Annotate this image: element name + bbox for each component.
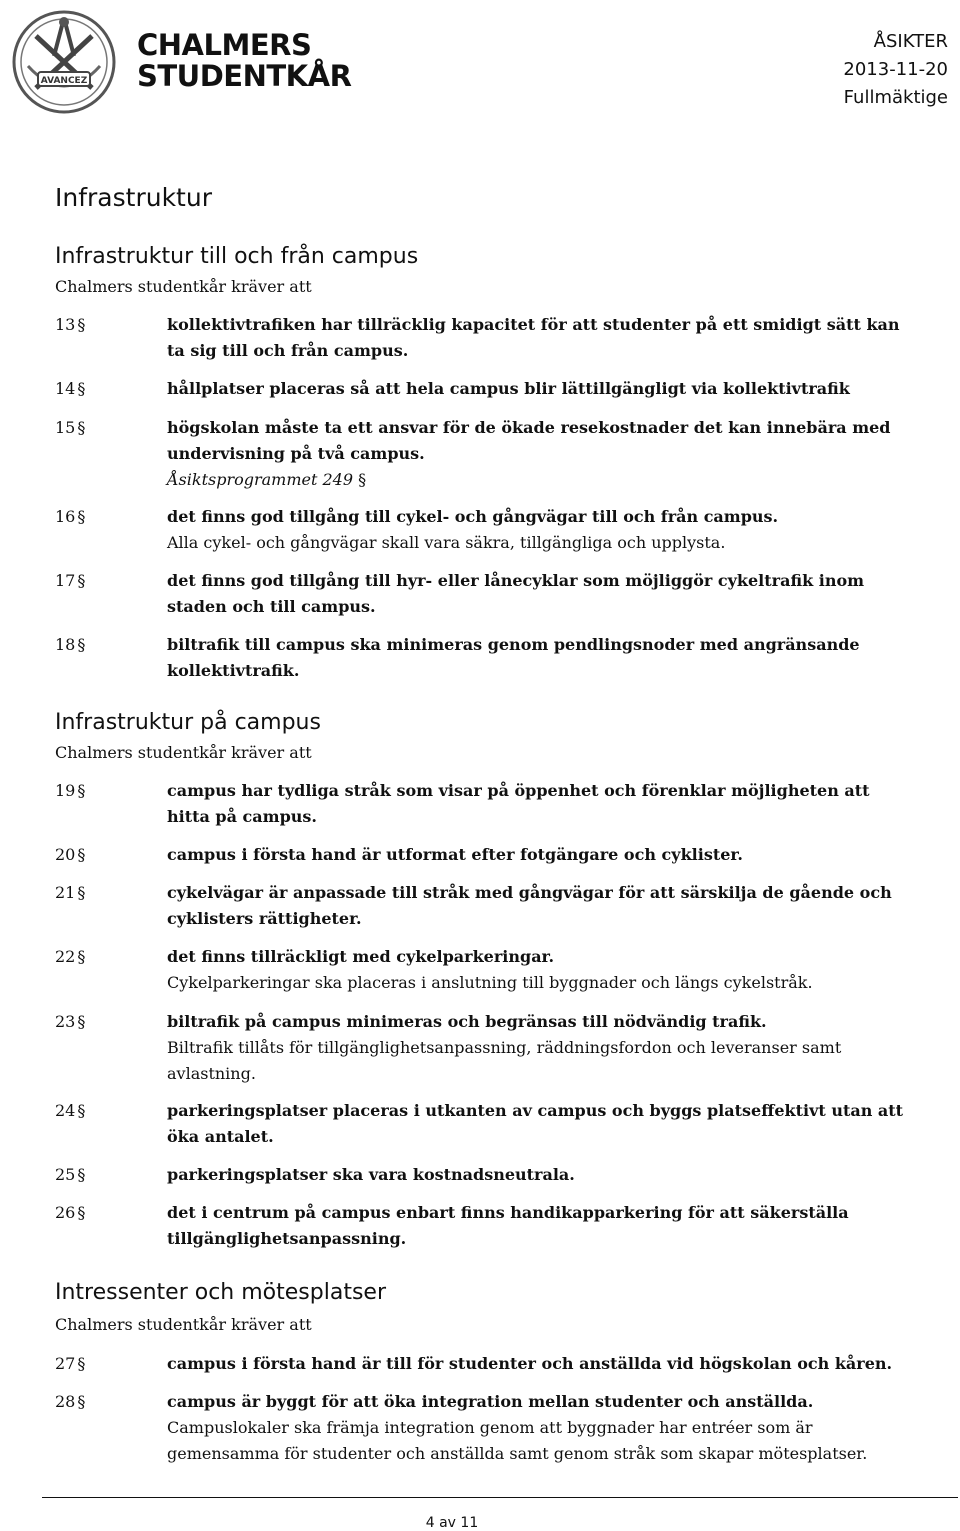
doc-type: ÅSIKTER — [873, 31, 948, 52]
subsection-title: Infrastruktur på campus — [55, 710, 321, 735]
subsection-intro: Chalmers studentkår kräver att — [55, 277, 312, 296]
item-number: 20 § — [55, 845, 86, 864]
item-number: 24 § — [55, 1101, 86, 1120]
emblem-svg — [8, 6, 120, 118]
item-number: 17 § — [55, 571, 86, 590]
item-text-line: parkeringsplatser placeras i utkanten av campus och byggs platseffektivt utan att — [167, 1101, 904, 1120]
item-number: 21 § — [55, 883, 86, 902]
item-text-line: cykelvägar är anpassade till stråk med gångvägar för att särskilja de gående och — [167, 883, 892, 902]
item-text-line: ta sig till och från campus. — [167, 341, 409, 360]
item-subtext-line: Biltrafik tillåts för tillgänglighetsanpassning, räddningsfordon och leveranser samt — [167, 1038, 842, 1057]
item-text-line: campus i första hand är utformat efter fotgängare och cyklister. — [167, 845, 743, 864]
logo-ribbon-text: AVANCEZ — [40, 76, 88, 86]
item-number: 26 § — [55, 1203, 86, 1222]
item-text-line: undervisning på två campus. — [167, 444, 425, 463]
item-number: 16 § — [55, 507, 86, 526]
brand-line-1: CHALMERS — [137, 28, 312, 62]
document-meta — [843, 28, 948, 112]
brand-wordmark — [137, 30, 351, 92]
page-number: 4 av 11 — [425, 1515, 479, 1531]
item-number: 23 § — [55, 1012, 86, 1031]
item-number: 25 § — [55, 1165, 86, 1184]
item-number: 14 § — [55, 379, 86, 398]
item-number: 28 § — [55, 1392, 86, 1411]
doc-body: Fullmäktige — [843, 87, 948, 108]
subsection-intro: Chalmers studentkår kräver att — [55, 743, 312, 762]
item-text-line: hitta på campus. — [167, 807, 317, 826]
item-text-line: staden och till campus. — [167, 597, 376, 616]
item-number: 15 § — [55, 418, 86, 437]
item-text-line: öka antalet. — [167, 1127, 274, 1146]
item-text-line: det i centrum på campus enbart finns handikapparkering för att säkerställa — [167, 1203, 849, 1222]
subsection-title: Infrastruktur till och från campus — [55, 244, 419, 269]
item-text-line: campus är byggt för att öka integration mellan studenter och anställda. — [167, 1392, 814, 1411]
item-text-line: biltrafik till campus ska minimeras genom pendlingsnoder med angränsande — [167, 635, 860, 654]
item-subtext-line: gemensamma för studenter och anställda samt genom stråk som skapar mötesplatser. — [167, 1444, 868, 1463]
item-text-line: kollektivtrafik. — [167, 661, 300, 680]
subsection-title: Intressenter och mötesplatser — [55, 1280, 386, 1305]
item-text-line: campus har tydliga stråk som visar på öppenhet och förenklar möjligheten att — [167, 781, 870, 800]
item-text-line: biltrafik på campus minimeras och begränsas till nödvändig trafik. — [167, 1012, 767, 1031]
item-text-line: cyklisters rättigheter. — [167, 909, 362, 928]
item-text-line: kollektivtrafiken har tillräcklig kapacitet för att studenter på ett smidigt sätt kan — [167, 315, 900, 334]
item-text-line: campus i första hand är till för studenter och anställda vid högskolan och kåren. — [167, 1354, 893, 1373]
item-number: 22 § — [55, 947, 86, 966]
chalmers-emblem-logo — [8, 6, 120, 118]
item-subtext-line: Campuslokaler ska främja integration genom att byggnader har entréer som är — [167, 1418, 813, 1437]
item-number: 18 § — [55, 635, 86, 654]
item-text-line: tillgänglighetsanpassning. — [167, 1229, 407, 1248]
subsection-intro: Chalmers studentkår kräver att — [55, 1315, 312, 1334]
doc-date: 2013-11-20 — [843, 59, 948, 80]
item-text-line: det finns god tillgång till hyr- eller lånecyklar som möjliggör cykeltrafik inom — [167, 571, 865, 590]
brand-line-2: STUDENTKÅR — [137, 59, 352, 93]
item-number: 19 § — [55, 781, 86, 800]
item-subtext-line: Cykelparkeringar ska placeras i anslutning till byggnader och längs cykelstråk. — [167, 973, 813, 992]
section-title: Infrastruktur — [55, 183, 212, 212]
item-subtext-line: avlastning. — [167, 1064, 256, 1083]
item-subtext-line: Alla cykel- och gångvägar skall vara säkra, tillgängliga och upplysta. — [167, 533, 726, 552]
item-text-line: högskolan måste ta ett ansvar för de ökade resekostnader det kan innebära med — [167, 418, 891, 437]
item-reference: Åsiktsprogrammet 249 § — [167, 470, 367, 489]
item-text-line: det finns god tillgång till cykel- och gångvägar till och från campus. — [167, 507, 779, 526]
item-number: 13 § — [55, 315, 86, 334]
footer-divider — [42, 1497, 958, 1498]
item-text-line: det finns tillräckligt med cykelparkeringar. — [167, 947, 555, 966]
item-number: 27 § — [55, 1354, 86, 1373]
item-text-line: hållplatser placeras så att hela campus blir lättillgängligt via kollektivtrafik — [167, 379, 850, 398]
item-text-line: parkeringsplatser ska vara kostnadsneutrala. — [167, 1165, 575, 1184]
